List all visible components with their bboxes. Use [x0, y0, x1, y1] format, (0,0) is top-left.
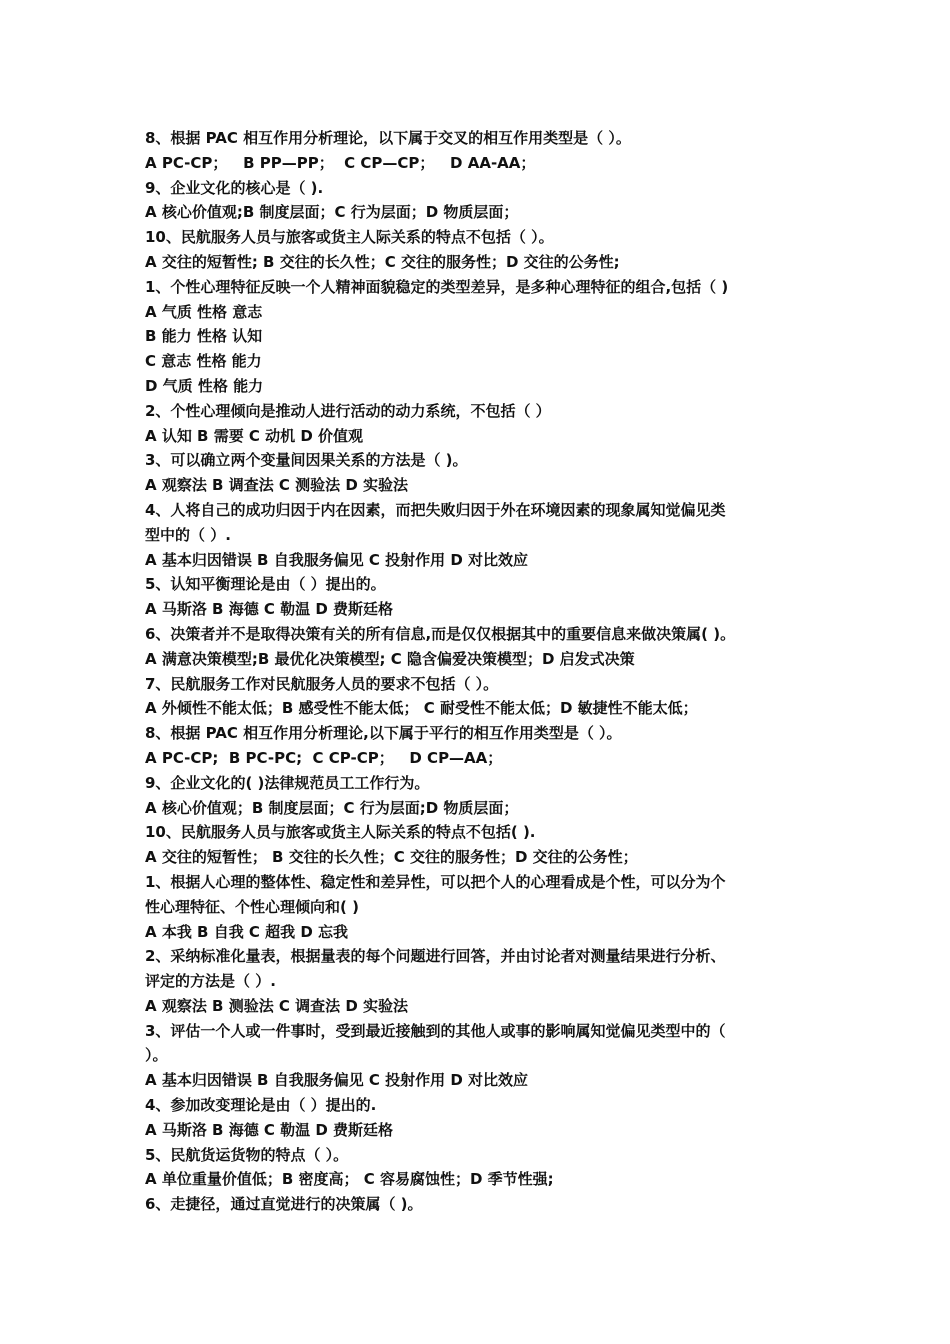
text-line: 5、民航货运货物的特点（ ）。 [145, 1145, 349, 1164]
text-line: A 核心价值观；B 制度层面；C 行为层面;D 物质层面； [145, 798, 519, 817]
text-line: 8、根据 PAC 相互作用分析理论，以下属于交叉的相互作用类型是（ ）。 [145, 129, 631, 147]
text-line: 9、企业文化的核心是（ ). [145, 178, 324, 197]
text-line: A PC-CP； B PP—PP； C CP—CP； D AA-AA； [145, 153, 536, 172]
text-line: 7、民航服务工作对民航服务人员的要求不包括（ ）。 [145, 674, 499, 693]
text-line: 2、个性心理倾向是推动人进行活动的动力系统，不包括（ ） [145, 401, 551, 420]
text-line: 6、决策者并不是取得决策有关的所有信息,而是仅仅根据其中的重要信息来做决策属( )。 [145, 624, 736, 643]
text-line: A 交往的短暂性； B 交往的长久性；C 交往的服务性；D 交往的公务性； [145, 848, 638, 867]
text-line: A 单位重量价值低；B 密度高； C 容易腐蚀性；D 季节性强; [145, 1170, 554, 1189]
text-line: A 本我 B 自我 C 超我 D 忘我 [145, 922, 349, 941]
text-line: A 外倾性不能太低；B 感受性不能太低； C 耐受性不能太低；D 敏捷性不能太低； [145, 699, 698, 718]
text-line: 5、认知平衡理论是由（ ）提出的。 [145, 575, 386, 594]
text-line: 1、根据人心理的整体性、稳定性和差异性，可以把个人的心理看成是个性，可以分为个 [145, 872, 726, 891]
text-line: A 观察法 B 调查法 C 测验法 D 实验法 [145, 476, 409, 495]
text-line: D 气质 性格 能力 [145, 376, 264, 395]
text-line: 评定的方法是（ ）. [145, 972, 276, 991]
text-line: ）。 [145, 1046, 168, 1065]
text-line: B 能力 性格 认知 [145, 327, 263, 346]
text-line: 4、参加改变理论是由（ ）提出的. [145, 1096, 377, 1115]
text-line: A 满意决策模型;B 最优化决策模型; C 隐含偏爱决策模型；D 启发式决策 [145, 649, 635, 668]
text-line: A 交往的短暂性; B 交往的长久性；C 交往的服务性；D 交往的公务性; [145, 252, 620, 271]
text-line: A 观察法 B 测验法 C 调查法 D 实验法 [145, 996, 409, 1015]
text-line: A PC-CP; B PC-PC; C CP-CP； D CP—AA； [145, 748, 503, 767]
text-line: 3、可以确立两个变量间因果关系的方法是（ )。 [145, 451, 468, 470]
text-line: C 意志 性格 能力 [145, 352, 262, 371]
text-line: 型中的（ ）. [145, 525, 231, 544]
text-line: 1、个性心理特征反映一个人精神面貌稳定的类型差异，是多种心理特征的组合,包括（ ) [145, 277, 729, 296]
text-line: A 基本归因错误 B 自我服务偏见 C 投射作用 D 对比效应 [145, 1071, 529, 1090]
text-line: 9、企业文化的( )法律规范员工工作行为。 [145, 773, 430, 792]
text-line: 2、采纳标准化量表，根据量表的每个问题进行回答，并由讨论者对测量结果进行分析、 [145, 947, 726, 966]
text-line: A 马斯洛 B 海德 C 勒温 D 费斯廷格 [145, 1120, 394, 1139]
text-line: 4、人将自己的成功归因于内在因素，而把失败归因于外在环境因素的现象属知觉偏见类 [145, 500, 726, 519]
text-line: 8、根据 PAC 相互作用分析理论,以下属于平行的相互作用类型是（ ）。 [145, 724, 622, 743]
text-line: A 基本归因错误 B 自我服务偏见 C 投射作用 D 对比效应 [145, 550, 529, 569]
text-line: A 气质 性格 意志 [145, 302, 263, 321]
text-line: A 认知 B 需要 C 动机 D 价值观 [145, 426, 364, 445]
text-line: 10、民航服务人员与旅客或货主人际关系的特点不包括( ). [145, 823, 536, 842]
text-line: A 马斯洛 B 海德 C 勒温 D 费斯廷格 [145, 600, 394, 619]
text-line: 10、民航服务人员与旅客或货主人际关系的特点不包括（ ）。 [145, 228, 554, 247]
text-line: 3、评估一个人或一件事时，受到最近接触到的其他人或事的影响属知觉偏见类型中的（ [145, 1021, 726, 1040]
text-line: 性心理特征、个性心理倾向和( ) [145, 897, 359, 916]
document-body [145, 126, 813, 1217]
text-line: A 核心价值观;B 制度层面；C 行为层面；D 物质层面； [145, 203, 519, 222]
text-line: 6、走捷径，通过直觉进行的决策属（ )。 [145, 1195, 423, 1214]
